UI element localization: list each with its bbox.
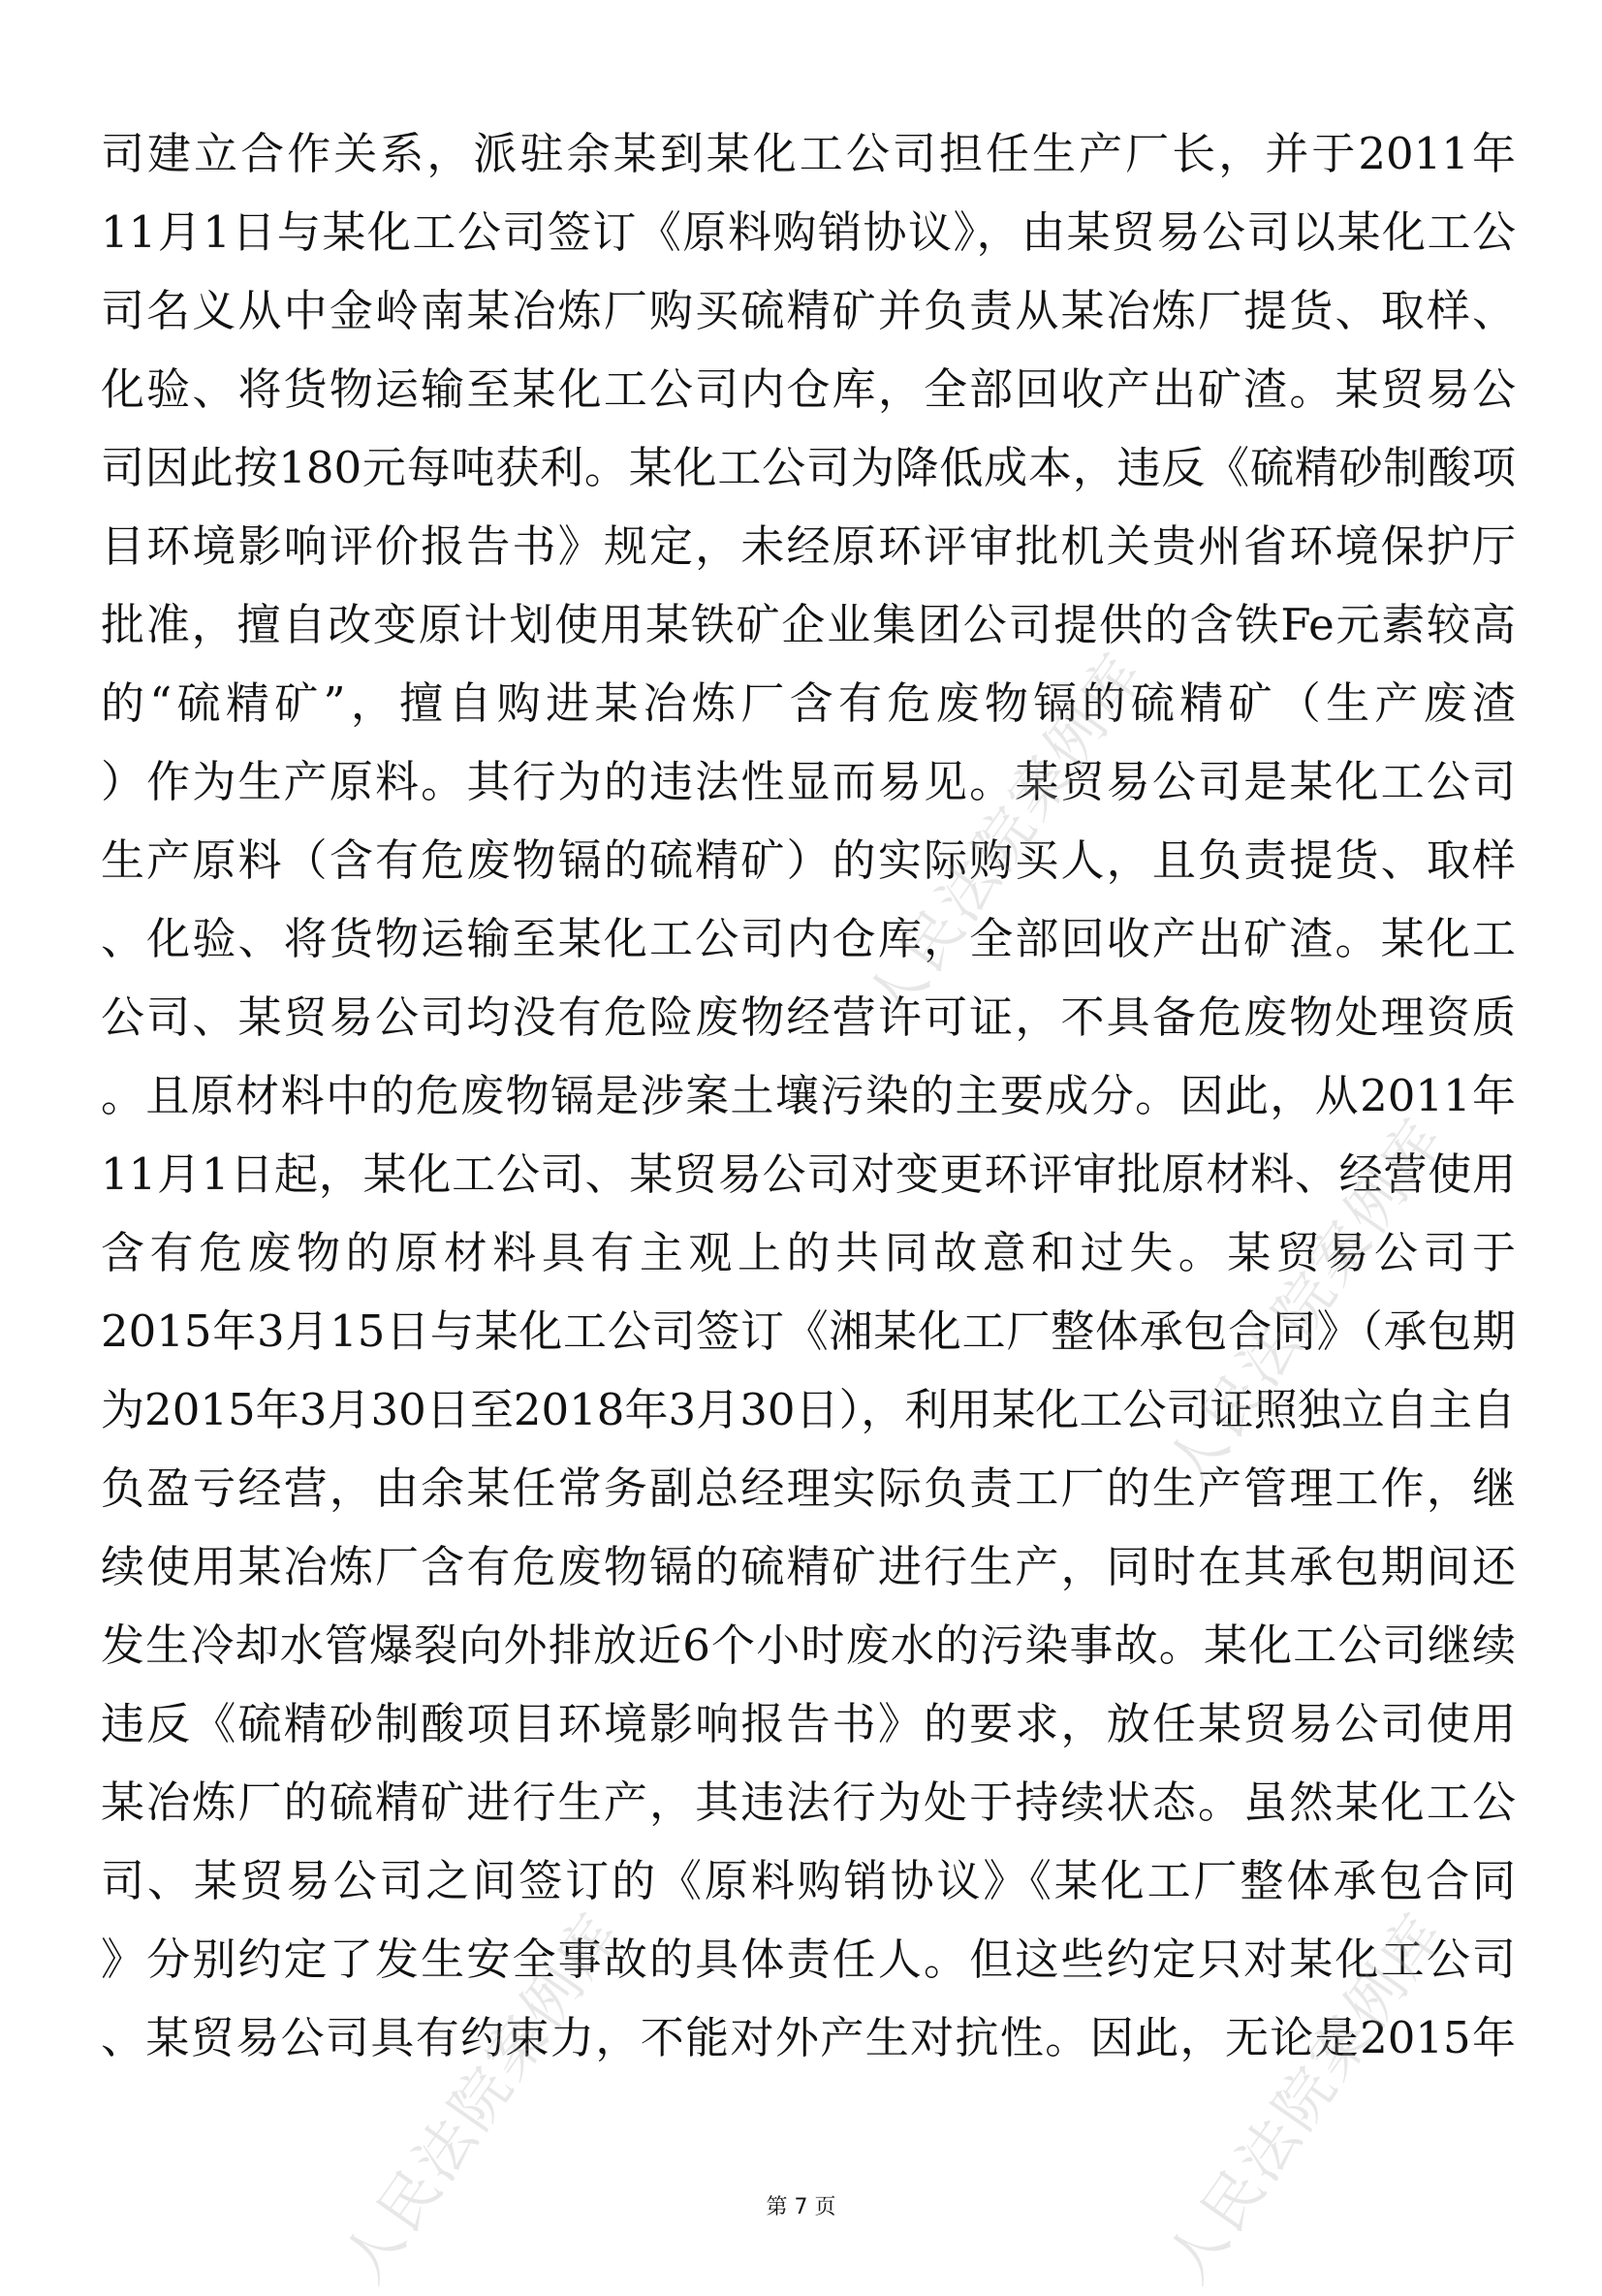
- text-line: 为2015年3月30日至2018年3月30日），利用某化工公司证照独立自主自: [101, 1384, 1516, 1435]
- watermark: 人民法院案例库: [1153, 1900, 1459, 2295]
- text-line: 化验、将货物运输至某化工公司内仓库，全部回收产出矿渣。某贸易公: [101, 363, 1516, 415]
- text-line: 含有危废物的原材料具有主观上的共同故意和过失。某贸易公司于: [101, 1227, 1516, 1278]
- text-line: 公司、某贸易公司均没有危险废物经营许可证，不具备危废物处理资质: [101, 991, 1516, 1043]
- text-line: 司因此按180元每吨获利。某化工公司为降低成本，违反《硫精砂制酸项: [101, 442, 1516, 493]
- text-line: ）作为生产原料。其行为的违法性显而易见。某贸易公司是某化工公司: [101, 756, 1516, 807]
- text-line: 、化验、将货物运输至某化工公司内仓库，全部回收产出矿渣。某化工: [101, 913, 1516, 964]
- body-text: [101, 114, 1516, 2077]
- text-line: 11月1日起，某化工公司、某贸易公司对变更环评审批原材料、经营使用: [101, 1148, 1516, 1200]
- text-line: 的“硫精矿”，擅自购进某冶炼厂含有危废物镉的硫精矿（生产废渣: [101, 677, 1516, 729]
- text-line: 违反《硫精砂制酸项目环境影响报告书》的要求，放任某贸易公司使用: [101, 1698, 1516, 1749]
- text-line: 、某贸易公司具有约束力，不能对外产生对抗性。因此，无论是2015年: [101, 2012, 1516, 2063]
- text-line: 2015年3月15日与某化工公司签订《湘某化工厂整体承包合同》（承包期: [101, 1305, 1516, 1357]
- text-line: 司名义从中金岭南某冶炼厂购买硫精矿并负责从某冶炼厂提货、取样、: [101, 285, 1516, 336]
- text-line: 续使用某冶炼厂含有危废物镉的硫精矿进行生产，同时在其承包期间还: [101, 1541, 1516, 1592]
- text-line: 》分别约定了发生安全事故的具体责任人。但这些约定只对某化工公司: [101, 1934, 1516, 1985]
- text-line: 某冶炼厂的硫精矿进行生产，其违法行为处于持续状态。虽然某化工公: [101, 1777, 1516, 1828]
- watermark: 人民法院案例库: [853, 640, 1158, 1035]
- text-line: 发生冷却水管爆裂向外排放近6个小时废水的污染事故。某化工公司继续: [101, 1620, 1516, 1671]
- page-number: 第 7 页: [766, 2195, 836, 2219]
- text-line: 。且原材料中的危废物镉是涉案土壤污染的主要成分。因此，从2011年: [101, 1070, 1516, 1121]
- text-line: 目环境影响评价报告书》规定，未经原环评审批机关贵州省环境保护厅: [101, 520, 1516, 572]
- text-line: 司建立合作关系，派驻余某到某化工公司担任生产厂长，并于2011年: [101, 128, 1516, 179]
- text-line: 11月1日与某化工公司签订《原料购销协议》，由某贸易公司以某化工公: [101, 206, 1516, 258]
- watermark: 人民法院案例库: [330, 1900, 635, 2295]
- text-line: 司、某贸易公司之间签订的《原料购销协议》《某化工厂整体承包合同: [101, 1855, 1516, 1906]
- text-line: 批准，擅自改变原计划使用某铁矿企业集团公司提供的含铁Fe元素较高: [101, 599, 1516, 650]
- watermark: 人民法院案例库: [1153, 1105, 1459, 1500]
- text-line: 负盈亏经营，由余某任常务副总经理实际负责工厂的生产管理工作，继: [101, 1463, 1516, 1514]
- text-line: 生产原料（含有危废物镉的硫精矿）的实际购买人，且负责提货、取样: [101, 834, 1516, 886]
